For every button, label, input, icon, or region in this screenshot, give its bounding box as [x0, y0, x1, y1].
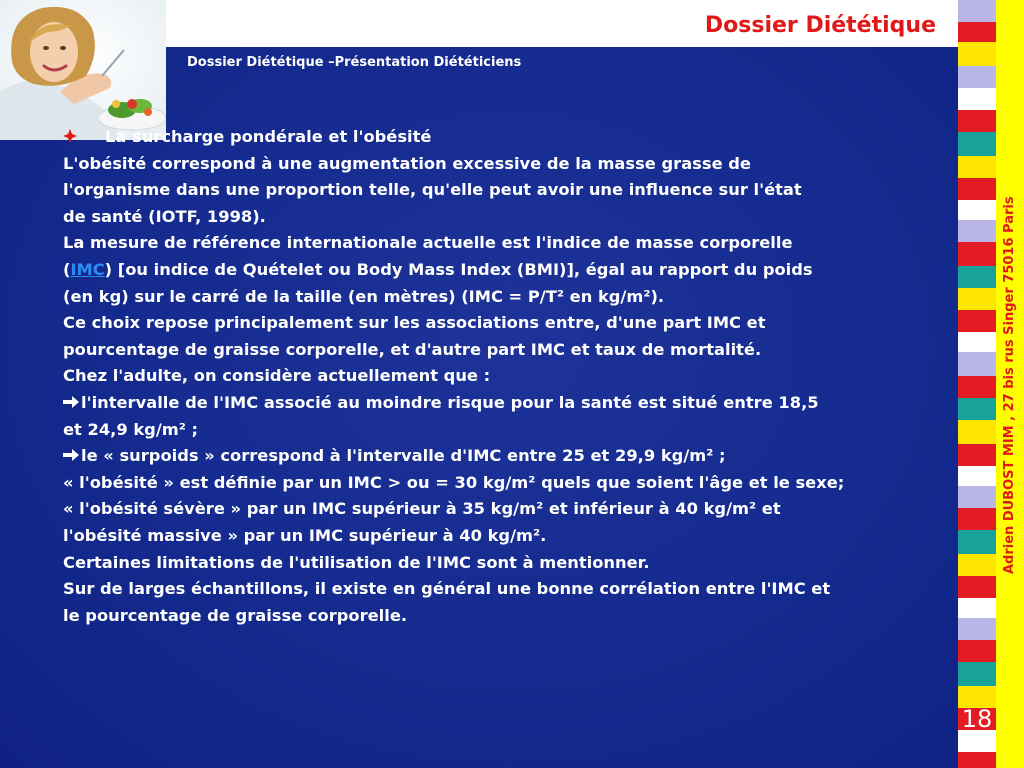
body-line: [63, 417, 978, 444]
body-line: [63, 257, 978, 284]
body-line-text: (: [63, 259, 71, 279]
body-line-text: l'organisme dans une proportion telle, qu'elle peut avoir une influence sur l'état: [63, 180, 802, 200]
right-arrow-icon: [63, 448, 80, 462]
stripe-segment: [958, 66, 996, 88]
body-line-text: Ce choix repose principalement sur les associations entre, d'une part IMC et: [63, 313, 766, 333]
body-text: [63, 151, 978, 630]
page-number: 18: [961, 705, 993, 733]
stripe-segment: [958, 42, 996, 66]
body-line-text: « l'obésité » est définie par un IMC > ou = 30 kg/m² quels que soient l'âge et le sexe;: [63, 472, 845, 492]
body-line-text: l'intervalle de l'IMC associé au moindre risque pour la santé est situé entre 18,5: [81, 392, 819, 412]
body-line: [63, 177, 978, 204]
vertical-credit-text: Adrien DUBOST MIM , 27 bis rus Singer 75016 Paris: [1002, 196, 1017, 574]
section-heading-line: [63, 124, 978, 151]
body-line: [63, 151, 978, 178]
body-line: [63, 443, 978, 470]
body-line-text: La mesure de référence internationale actuelle est l'indice de masse corporelle: [63, 233, 793, 253]
body-line: [63, 603, 978, 630]
body-line: [63, 496, 978, 523]
stripe-segment: [958, 88, 996, 110]
header-divider: [166, 45, 958, 47]
body-line: [63, 576, 978, 603]
body-line: [63, 337, 978, 364]
body-line-text: (en kg) sur le carré de la taille (en mètres) (IMC = P/T² en kg/m²).: [63, 286, 665, 306]
body-line-text: Chez l'adulte, on considère actuellement que :: [63, 366, 491, 386]
body-line: [63, 470, 978, 497]
body-line-text: le pourcentage de graisse corporelle.: [63, 605, 408, 625]
body-line: [63, 310, 978, 337]
body-line: [63, 204, 978, 231]
imc-link[interactable]: IMC: [70, 259, 105, 279]
stripe-segment: [958, 0, 996, 22]
stripe-segment: [958, 22, 996, 42]
woman-eating-salad-photo: [0, 0, 166, 140]
body-line-text: le « surpoids » correspond à l'intervalle d'IMC entre 25 et 29,9 kg/m² ;: [81, 446, 726, 466]
stripe-segment: [958, 662, 996, 686]
body-line: [63, 363, 978, 390]
body-line-text: « l'obésité sévère » par un IMC supérieur à 35 kg/m² et inférieur à 40 kg/m² et: [63, 499, 781, 519]
body-line: [63, 284, 978, 311]
slide-body: [63, 124, 978, 629]
slide-title: Dossier Diététique: [704, 13, 936, 38]
section-heading: La surcharge pondérale et l'obésité: [105, 127, 432, 146]
body-line-text: de santé (IOTF, 1998).: [63, 206, 266, 226]
body-line-text: pourcentage de graisse corporelle, et d'autre part IMC et taux de mortalité.: [63, 339, 762, 359]
stripe-segment: [958, 640, 996, 662]
body-line-text: l'obésité massive » par un IMC supérieur à 40 kg/m².: [63, 525, 547, 545]
body-line: [63, 523, 978, 550]
slide-subtitle: Dossier Diététique –Présentation Diététiciens: [187, 55, 522, 70]
body-line: [63, 230, 978, 257]
right-arrow-icon: [63, 395, 80, 409]
body-line-text: ) [ou indice de Quételet ou Body Mass Index (BMI)], égal au rapport du poids: [104, 259, 813, 279]
body-line: [63, 550, 978, 577]
stripe-segment: [958, 752, 996, 768]
body-line: [63, 390, 978, 417]
diamond-bullet-icon: [63, 129, 77, 143]
body-line-text: et 24,9 kg/m² ;: [63, 419, 199, 439]
header-band: [166, 0, 958, 46]
body-line-text: Certaines limitations de l'utilisation de l'IMC sont à mentionner.: [63, 552, 650, 572]
body-line-text: Sur de larges échantillons, il existe en général une bonne corrélation entre l'IMC et: [63, 579, 831, 599]
body-line-text: L'obésité correspond à une augmentation excessive de la masse grasse de: [63, 153, 751, 173]
